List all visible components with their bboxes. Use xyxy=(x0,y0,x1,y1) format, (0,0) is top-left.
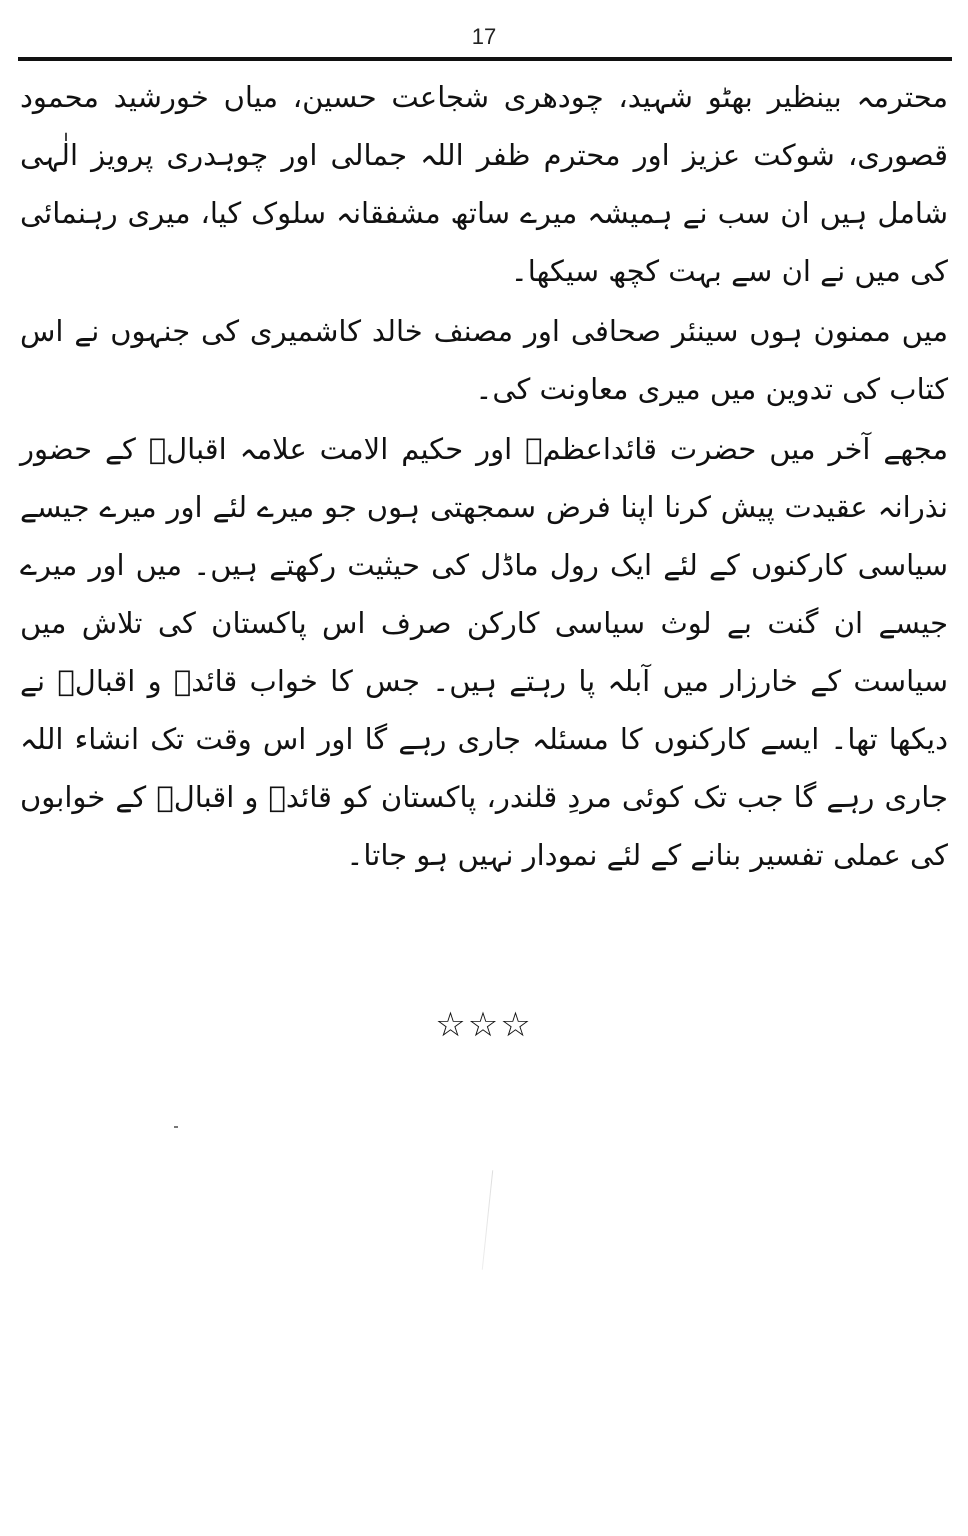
paragraph-tribute: مجھے آخر میں حضرت قائداعظمؒ اور حکیم الامت علامہ اقبالؒ کے حضور نذرانہ عقیدت پیش کرنا اپنا فرض سمجھتی ہوں جو میرے لئے اور میرے جیسے سیاسی کارکنوں کے لئے ایک رول ماڈل کی حیثیت رکھتے ہیں۔ میں اور میرے جیسے ان گنت بے لوث سیاسی کارکن صرف اس پاکستان کی تلاش میں سیاست کے خارزار میں آبلہ پا رہتے ہیں۔ جس کا خواب قائدؒ و اقبالؒ نے دیکھا تھا۔ ایسے کارکنوں کا مسئلہ جاری رہے گا اور اس وقت تک انشاء اللہ جاری رہے گا جب تک کوئی مردِ قلندر، پاکستان کو قائدؒ و اقبالؒ کے خوابوں کی عملی تفسیر بنانے کے لئے نمودار نہیں ہو جاتا۔ xyxy=(20,432,948,872)
page-number: 17 xyxy=(471,24,497,49)
header-rule xyxy=(18,57,952,61)
body-text xyxy=(20,68,948,884)
scan-speck xyxy=(174,1126,178,1128)
paragraph-acknowledgement-editor: میں ممنون ہوں سینئر صحافی اور مصنف خالد کاشمیری کی جنہوں نے اس کتاب کی تدوین میں میری معاونت کی۔ xyxy=(20,314,948,406)
scan-streak xyxy=(482,1170,493,1270)
section-end-stars-ornament: ☆☆☆ xyxy=(435,1005,533,1045)
paragraph-acknowledgement-leaders: محترمہ بینظیر بھٹو شہید، چودھری شجاعت حسین، میاں خورشید محمود قصوری، شوکت عزیز اور محترم ظفر اللہ جمالی اور چوہدری پرویز الٰہی شامل ہیں ان سب نے ہمیشہ میرے ساتھ مشفقانہ سلوک کیا، میری رہنمائی کی میں نے ان سے بہت کچھ سیکھا۔ xyxy=(20,80,948,288)
